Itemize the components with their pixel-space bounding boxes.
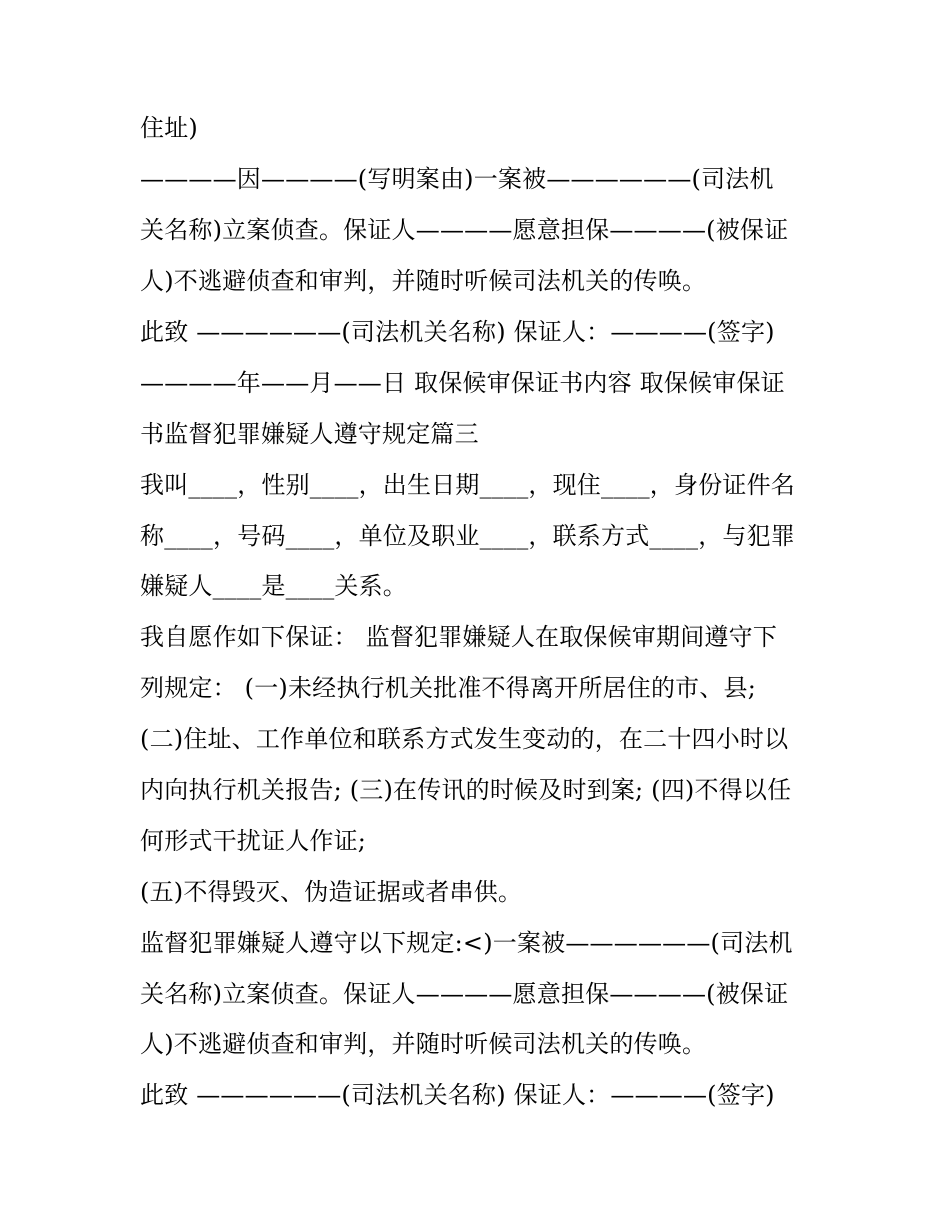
text-line: ————因————(写明案由)一案被——————(司法机 — [140, 165, 774, 193]
text-line: 人)不逃避侦查和审判，并随时听候司法机关的传唤。 — [140, 1030, 707, 1058]
text-line: 内向执行机关报告; (三)在传讯的时候及时到案; (四)不得以任 — [140, 776, 792, 804]
text-line: 监督犯罪嫌疑人遵守以下规定:<)一案被——————(司法机 — [140, 929, 793, 957]
text-line: ————年——月——日 取保候审保证书内容 取保候审保证 — [140, 369, 785, 397]
text-line: 此致 ——————(司法机关名称) 保证人：————(签字) — [140, 318, 775, 346]
text-line: 关名称)立案侦查。保证人————愿意担保————(被保证 — [140, 216, 789, 244]
text-line: 称____，号码____，单位及职业____，联系方式____，与犯罪 — [140, 522, 795, 550]
text-line: 住址) — [140, 114, 198, 142]
text-line: 关名称)立案侦查。保证人————愿意担保————(被保证 — [140, 980, 789, 1008]
text-line: 嫌疑人____是____关系。 — [140, 572, 407, 600]
text-line: (五)不得毁灭、伪造证据或者串供。 — [140, 878, 523, 906]
text-line: 我叫____，性别____，出生日期____，现住____，身份证件名 — [140, 471, 795, 499]
text-line: 此致 ——————(司法机关名称) 保证人：————(签字) — [140, 1081, 775, 1109]
text-line: (二)住址、工作单位和联系方式发生变动的，在二十四小时以 — [140, 725, 789, 753]
text-line: 书监督犯罪嫌疑人遵守规定篇三 — [140, 420, 479, 448]
text-line: 列规定： (一)未经执行机关批准不得离开所居住的市、县; — [140, 674, 757, 702]
text-line: 人)不逃避侦查和审判，并随时听候司法机关的传唤。 — [140, 267, 707, 295]
text-line: 何形式干扰证人作证; — [140, 827, 367, 855]
text-line: 我自愿作如下保证： 监督犯罪嫌疑人在取保候审期间遵守下 — [140, 623, 778, 651]
